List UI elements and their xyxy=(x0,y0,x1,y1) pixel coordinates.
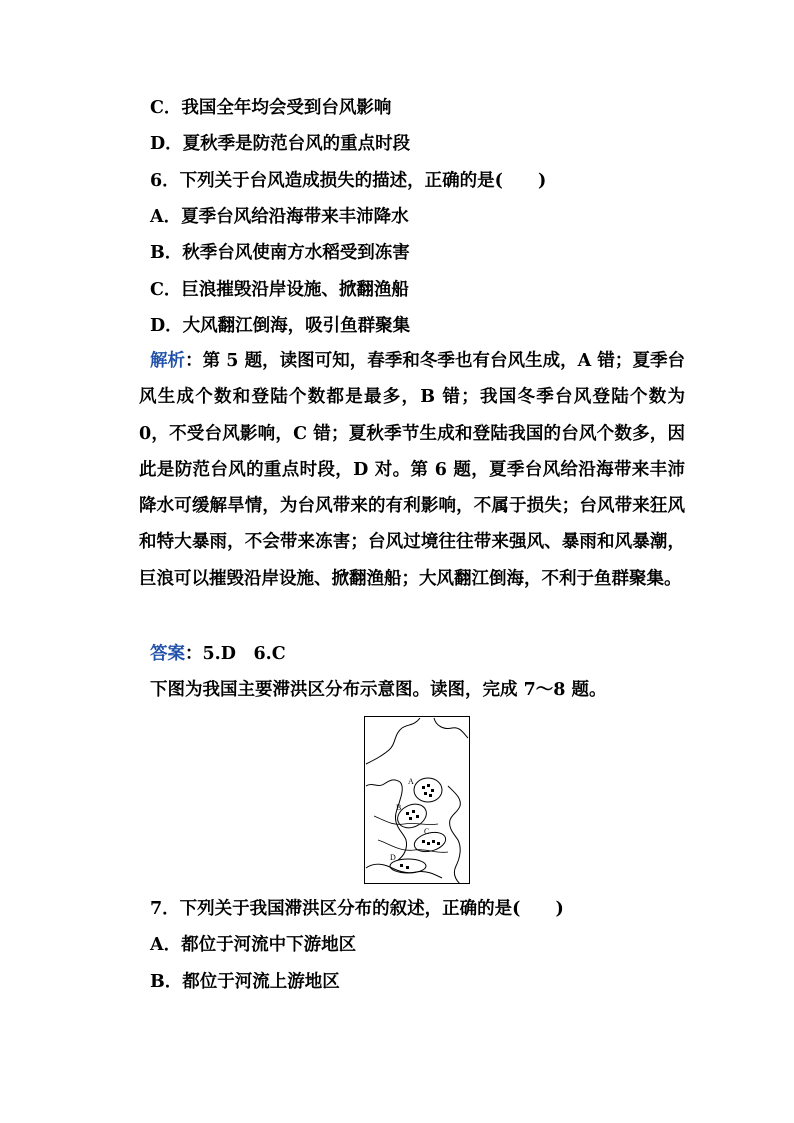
answer-line xyxy=(150,646,286,664)
map-intro: 下图为我国主要滞洪区分布示意图。读图，完成 7～8 题。 xyxy=(150,680,607,700)
q5-option-c: C．我国全年均会受到台风影响 xyxy=(150,98,392,118)
map-label-a: A xyxy=(408,777,414,786)
analysis-text: ：第 5 题，读图可知，春季和冬季也有台风生成，A 错；夏季台风生成个数和登陆个数都是最多，B 错；我国冬季台风登陆个数为 0，不受台风影响，C 错；夏秋季节生成和登陆我国的台风个数多，因此是防范台风的重点时段，D 对。第 6 题，夏季台风给沿海带来丰沛降水可缓解旱情，为台风带来的有利影响，不属于损失；台风带来狂风和特大暴雨，不会带来冻害；台风过境往往带来强风、暴雨和风暴潮，巨浪可以摧毁沿岸设施、掀翻渔船；大风翻江倒海，不利于鱼群聚集。 xyxy=(139,351,686,589)
q7-option-b: B．都位于河流上游地区 xyxy=(150,972,340,992)
q7-stem: 7．下列关于我国滞洪区分布的叙述，正确的是( ) xyxy=(150,899,564,919)
answer-label: 答案 xyxy=(150,644,185,664)
map-label-c: C xyxy=(424,827,430,836)
map-label-b: B xyxy=(396,803,402,812)
q6-option-b: B．秋季台风使南方水稻受到冻害 xyxy=(150,243,410,263)
flood-detention-map xyxy=(364,716,470,884)
q7-option-a: A．都位于河流中下游地区 xyxy=(150,935,357,955)
map-label-d: D xyxy=(390,853,396,862)
q6-option-d: D．大风翻江倒海，吸引鱼群聚集 xyxy=(150,316,411,336)
q5-option-d: D．夏秋季是防范台风的重点时段 xyxy=(150,134,411,154)
analysis-label: 解析 xyxy=(150,351,186,371)
analysis-paragraph xyxy=(139,343,685,597)
q6-option-c: C．巨浪摧毁沿岸设施、掀翻渔船 xyxy=(150,280,409,300)
q6-stem: 6．下列关于台风造成损失的描述，正确的是( ) xyxy=(150,171,547,191)
q6-option-a: A．夏季台风给沿海带来丰沛降水 xyxy=(150,207,409,227)
answer-text: ：5.D 6.C xyxy=(185,644,286,664)
map-figure xyxy=(364,716,470,884)
